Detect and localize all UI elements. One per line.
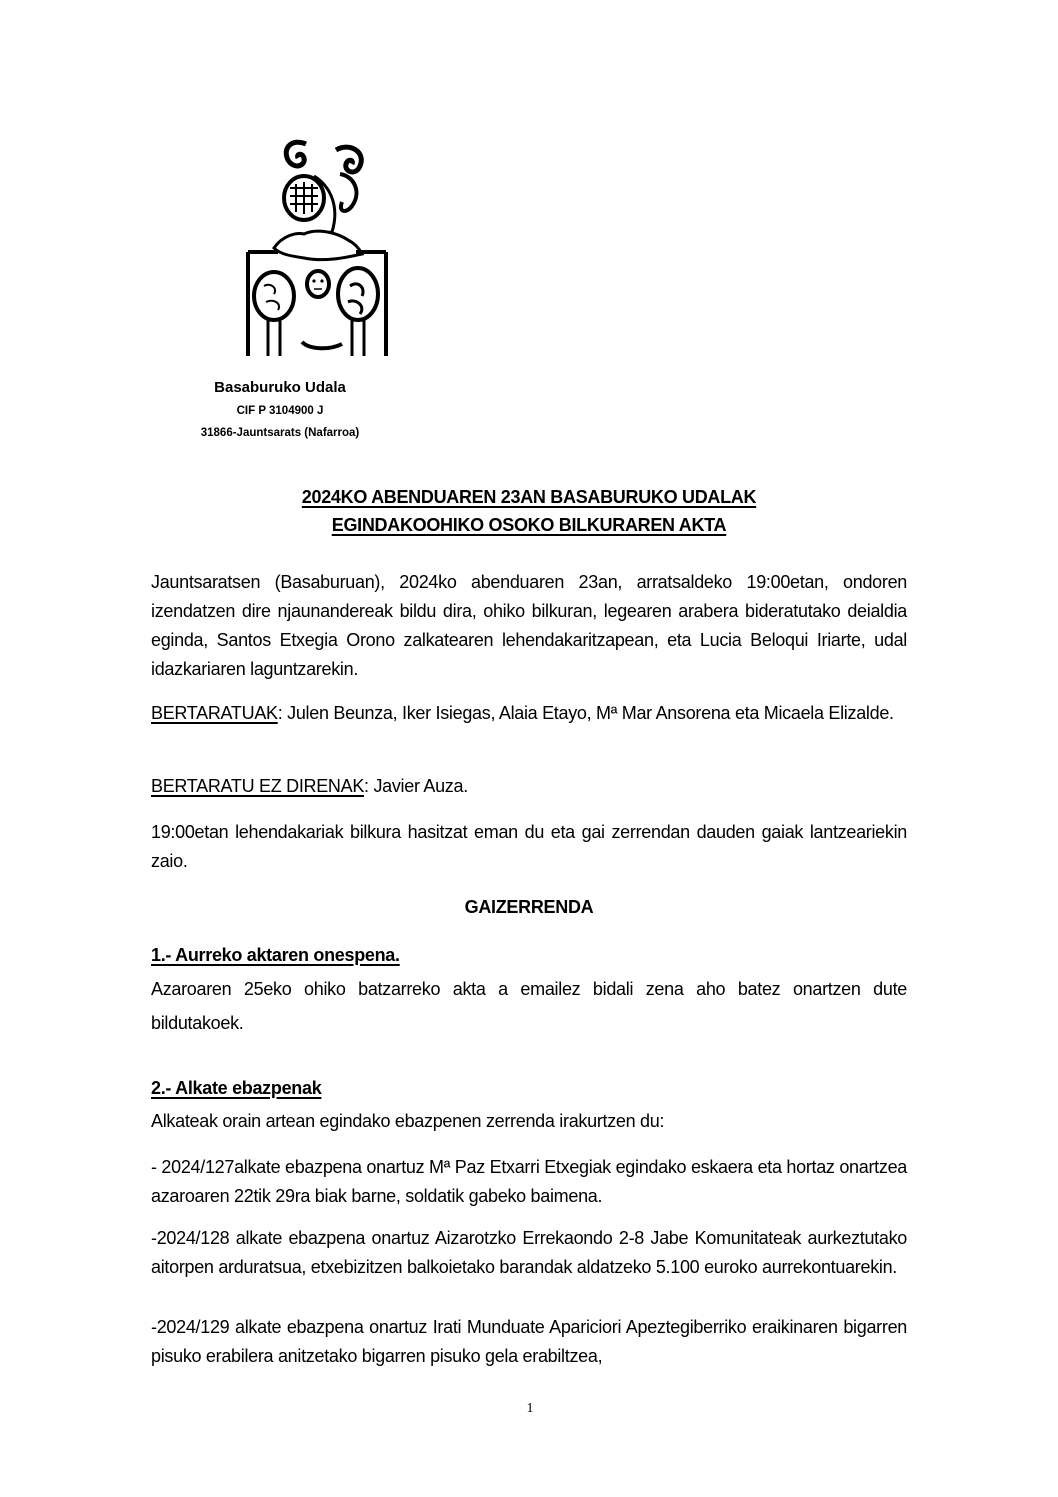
intro-text: Jauntsaratsen (Basaburuan), 2024ko abenduaren 23an, arratsaldeko 19:00etan, ondoren izendatzen dire njaunandereak bildu dira, ohiko bilkuran, legearen arabera bideratutako deialdia eginda, Santos Etxegia Orono zalkatearen lehendakaritzapean, eta Lucia Beloqui Iriarte, udal idazkariaren laguntzarekin.: [151, 572, 907, 679]
attendees-paragraph: [151, 699, 907, 728]
document-title-line-2: EGINDAKOOHIKO OSOKO BILKURAREN AKTA: [331, 515, 727, 535]
section-2-heading: 2.- Alkate ebazpenak: [151, 1078, 322, 1098]
section-2-intro: [151, 1107, 907, 1136]
document-title-line-1: 2024KO ABENDUAREN 23AN BASABURUKO UDALAK: [301, 487, 757, 507]
opening-paragraph: [151, 818, 907, 876]
resolution-2024-129: -2024/129 alkate ebazpena onartuz Irati Munduate Apariciori Apeztegiberriko eraikinaren bigarren pisuko erabilera anitzetako bigarren pisuko gela erabiltzea,: [151, 1317, 907, 1366]
resolution-item: [151, 1153, 907, 1211]
absentees-names: : Javier Auza.: [364, 776, 468, 796]
section-1-paragraph: [151, 972, 907, 1040]
resolution-2024-128: -2024/128 alkate ebazpena onartuz Aizarotzko Errekaondo 2-8 Jabe Komunitateak aurkeztutako aitorpen arduratsua, etxebizitzen balkoietako barandak aldatzeko 5.100 euroko aurrekontuarekin.: [151, 1228, 907, 1277]
section-1-text: Azaroaren 25eko ohiko batzarreko akta a emailez bidali zena aho batez onartzen dute bildutakoek.: [151, 979, 907, 1033]
absentees-line: [151, 772, 907, 801]
agenda-heading: GAIZERRENDA: [464, 897, 594, 917]
organization-name: Basaburuko Udala: [214, 379, 346, 396]
intro-paragraph: [151, 568, 907, 684]
opening-text: 19:00etan lehendakariak bilkura hasitzat eman du eta gai zerrendan dauden gaiak lantzeariekin zaio.: [151, 822, 907, 871]
absentees-paragraph: [151, 772, 907, 801]
section-1-heading: 1.- Aurreko aktaren onespena.: [151, 945, 400, 965]
organization-cif: CIF P 3104900 J: [236, 405, 324, 417]
attendees-names: : Julen Beunza, Iker Isiegas, Alaia Etayo, Mª Mar Ansorena eta Micaela Elizalde.: [277, 703, 894, 723]
attendees-line: [151, 699, 907, 728]
resolution-item: [151, 1313, 907, 1371]
coat-of-arms-icon: [244, 136, 390, 358]
resolution-2024-127: - 2024/127alkate ebazpena onartuz Mª Paz Etxarri Etxegiak egindako eskaera eta hortaz onartzea azaroaren 22tik 29ra biak barne, soldatik gabeko baimena.: [151, 1157, 907, 1206]
organization-address: 31866-Jauntsarats (Nafarroa): [200, 427, 360, 439]
section-2-intro-text: Alkateak orain artean egindako ebazpenen zerrenda irakurtzen du:: [151, 1111, 665, 1131]
attendees-label: BERTARATUAK: [151, 703, 278, 723]
absentees-label: BERTARATU EZ DIRENAK: [151, 776, 365, 796]
resolution-item: [151, 1224, 907, 1282]
page-number: 1: [526, 1401, 534, 1416]
